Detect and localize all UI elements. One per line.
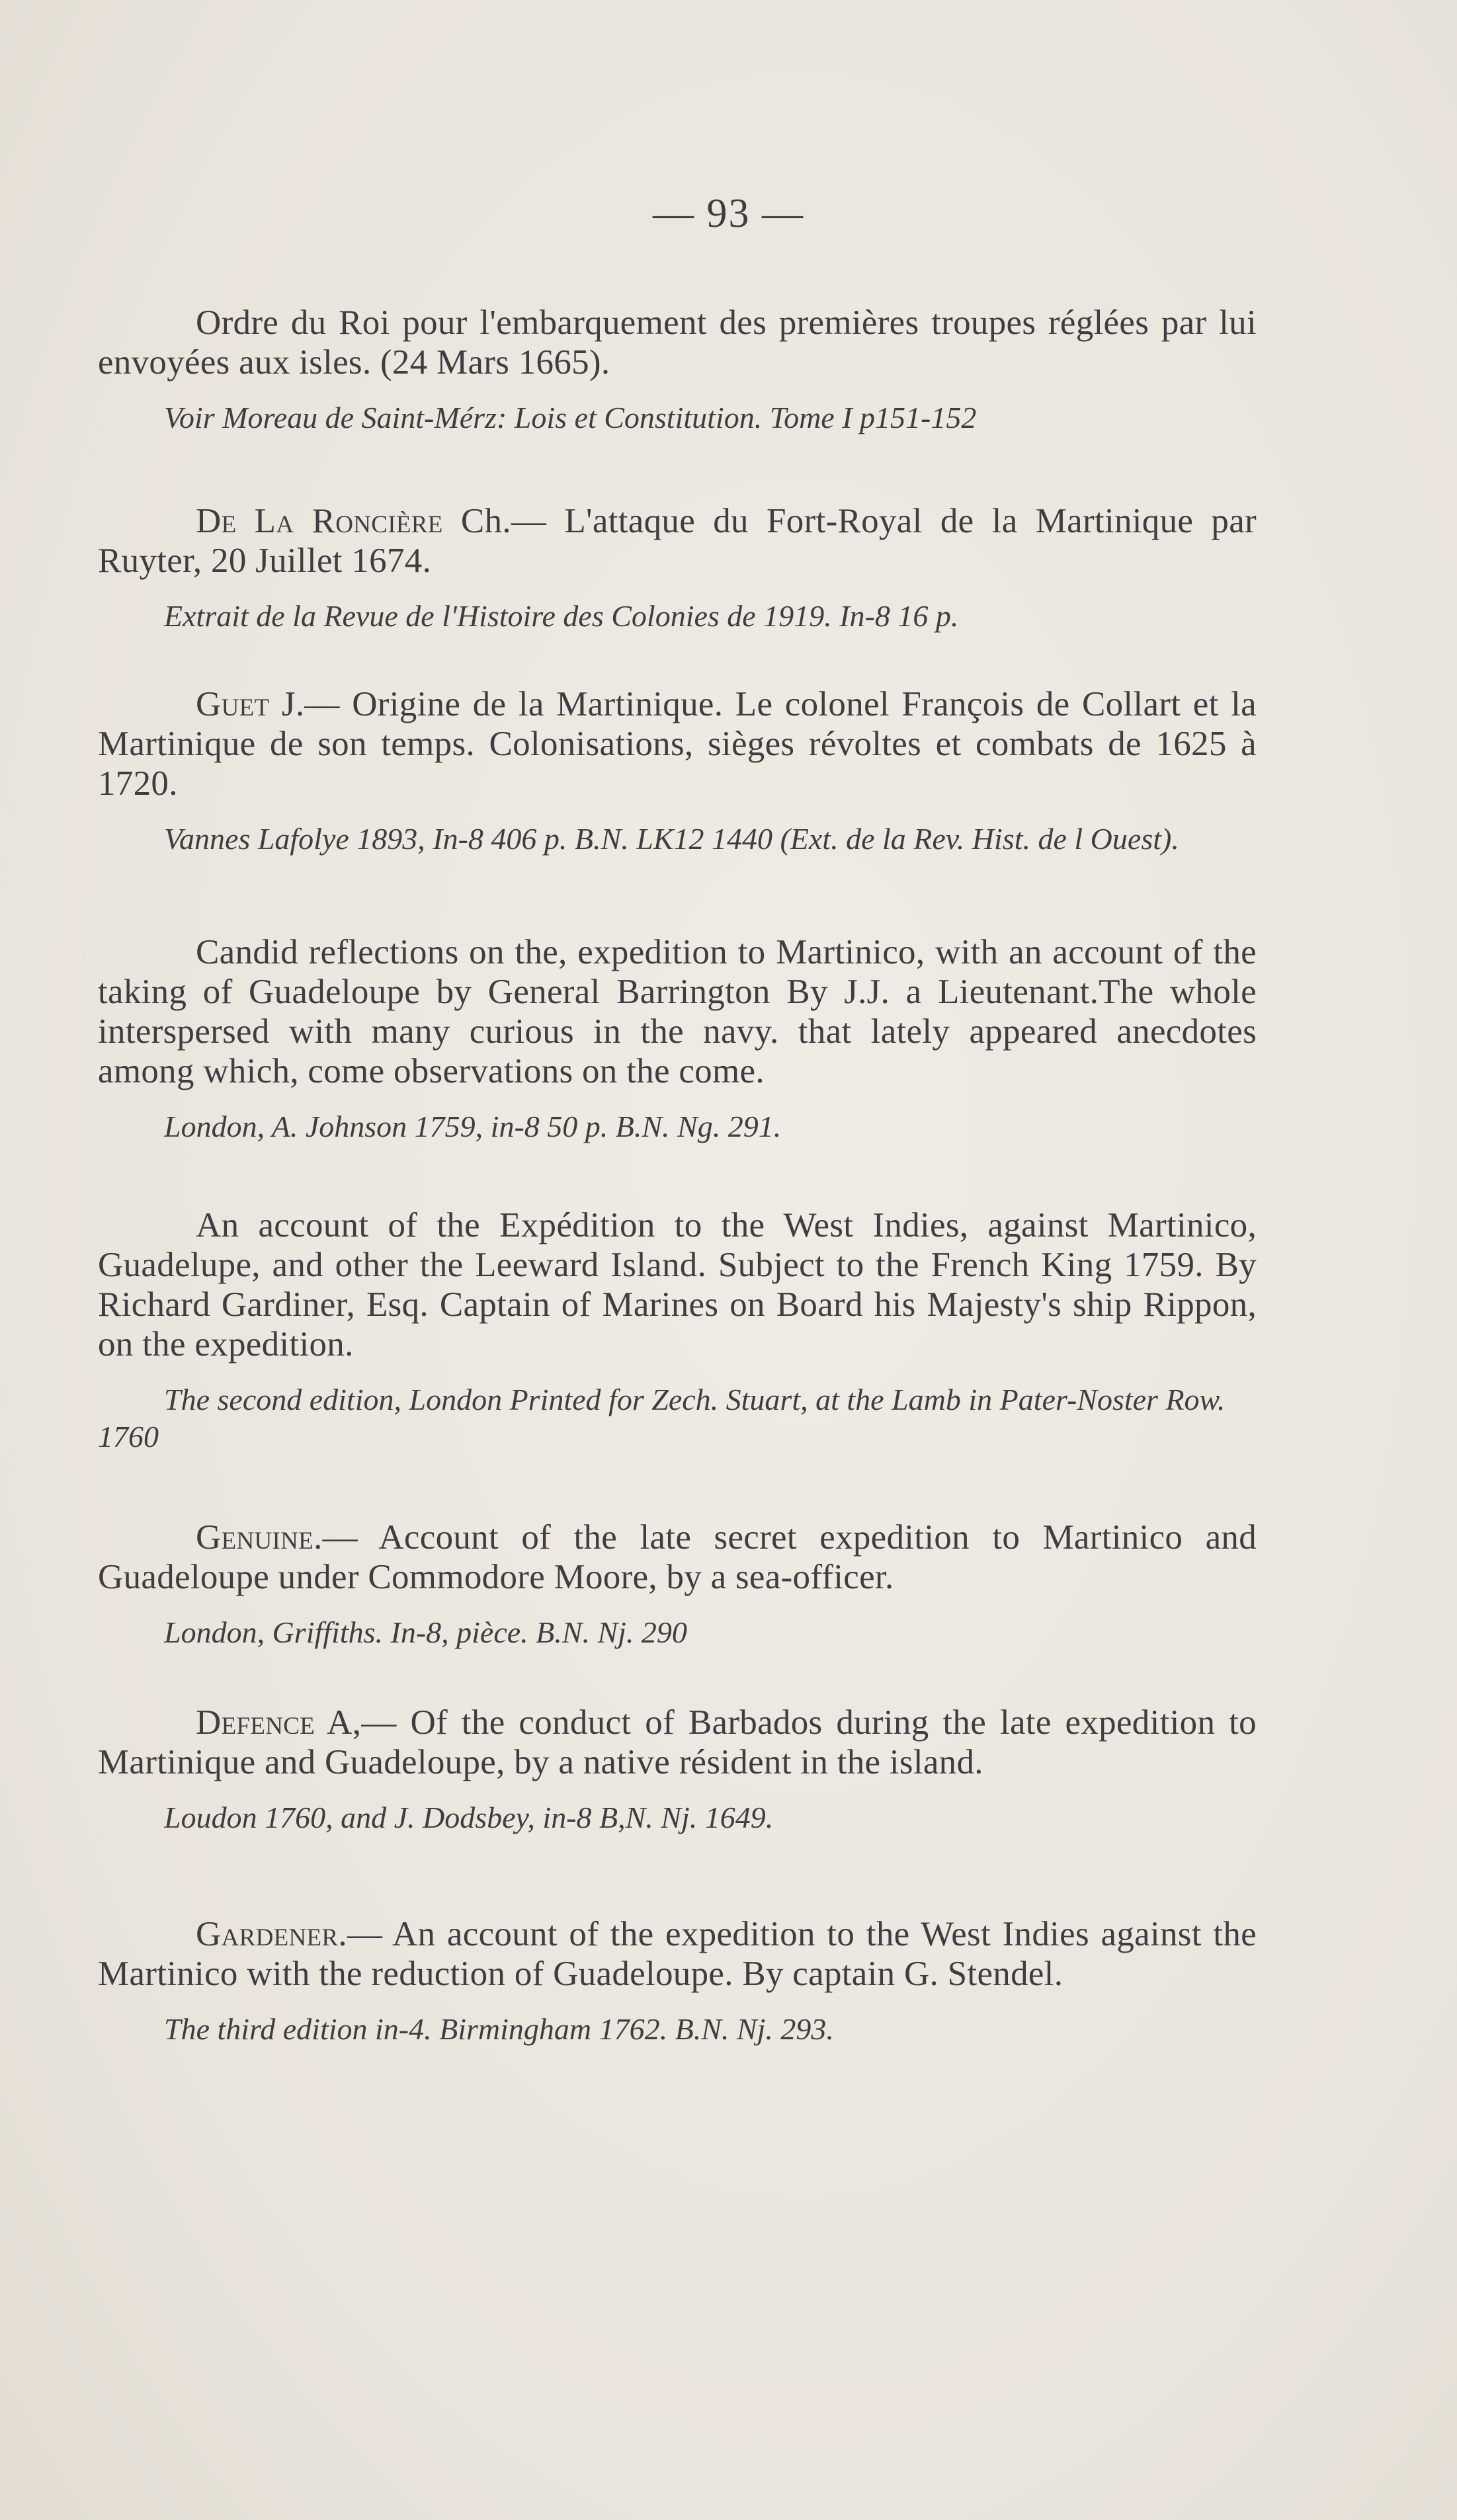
bibliography-entry [98, 1703, 1257, 1836]
entry-text [98, 932, 1257, 1091]
entry-text [98, 501, 1257, 581]
entry-author: Defence [196, 1703, 315, 1742]
entry-description: J.— Origine de la Martinique. Le colonel François de Collart et la Martinique de son temps. Colonisations, sièges révoltes et combats de 1625 à 1720. [98, 685, 1257, 803]
entry-source-note: The third edition in-4. Birmingham 1762. B.N. Nj. 293. [164, 2012, 834, 2046]
entry-text [98, 1703, 1257, 1782]
entry-source-note: Vannes Lafolye 1893, In-8 406 p. B.N. LK12 1440 (Ext. de la Rev. Hist. de l Ouest). [164, 822, 1179, 856]
entry-author: Genuine [196, 1518, 314, 1557]
bibliography-entry [98, 303, 1257, 436]
entry-text [98, 684, 1257, 803]
bibliography-entry [98, 1205, 1257, 1455]
entry-text [98, 1205, 1257, 1364]
entry-source-note: The second edition, London Printed for Zech. Stuart, at the Lamb in Pater-Noster Row. 1760 [98, 1383, 1226, 1453]
entry-description: Ch.— L'attaque du Fort-Royal de la Martinique par Ruyter, 20 Juillet 1674. [98, 502, 1257, 580]
entry-text [98, 1518, 1257, 1597]
entry-text [98, 303, 1257, 382]
bibliography-entry [98, 501, 1257, 635]
page-number: — 93 — [653, 191, 804, 236]
bibliography-entry [98, 1914, 1257, 2048]
bibliography-entry [98, 684, 1257, 858]
entry-source-note: Voir Moreau de Saint-Mérz: Lois et Constitution. Tome I p151-152 [164, 401, 977, 434]
entry-author: Guet [196, 685, 270, 723]
entry-description: Ordre du Roi pour l'embarquement des premières troupes réglées par lui envoyées aux isles. (24 Mars 1665). [98, 304, 1257, 382]
entry-source-note: London, A. Johnson 1759, in-8 50 p. B.N. Ng. 291. [164, 1110, 782, 1143]
entry-description: An account of the Expédition to the West Indies, against Martinico, Guadelupe, and other the Leeward Island. Subject to the French King 1759. By Richard Gardiner, Esq. Captain of Marines on Board his Majesty's ship Rippon, on the expedition. [98, 1206, 1257, 1363]
entry-author: Gardener [196, 1915, 339, 1953]
entry-source-note: London, Griffiths. In-8, pièce. B.N. Nj. 290 [164, 1615, 687, 1649]
bibliography-entry [98, 1518, 1257, 1651]
entry-source-note: Extrait de la Revue de l'Histoire des Colonies de 1919. In-8 16 p. [164, 599, 959, 633]
entry-description: A,— Of the conduct of Barbados during the late expedition to Martinique and Guadeloupe, by a native résident in the island. [98, 1703, 1257, 1781]
bibliography-entry [98, 932, 1257, 1145]
entry-description: .— Account of the late secret expedition to Martinico and Guadeloupe under Commodore Moore, by a sea-officer. [98, 1518, 1257, 1596]
entry-source-note: Loudon 1760, and J. Dodsbey, in-8 B,N. Nj. 1649. [164, 1801, 774, 1834]
entry-author: De La Roncière [196, 502, 443, 540]
entry-description: .— An account of the expedition to the West Indies against the Martinico with the reduction of Guadeloupe. By captain G. Stendel. [98, 1915, 1257, 1993]
entry-description: Candid reflections on the, expedition to Martinico, with an account of the taking of Guadeloupe by General Barrington By J.J. a Lieutenant.The whole interspersed with many curious in the navy. that lately appeared anecdotes among which, come observations on the come. [98, 933, 1257, 1090]
entry-text [98, 1914, 1257, 1994]
